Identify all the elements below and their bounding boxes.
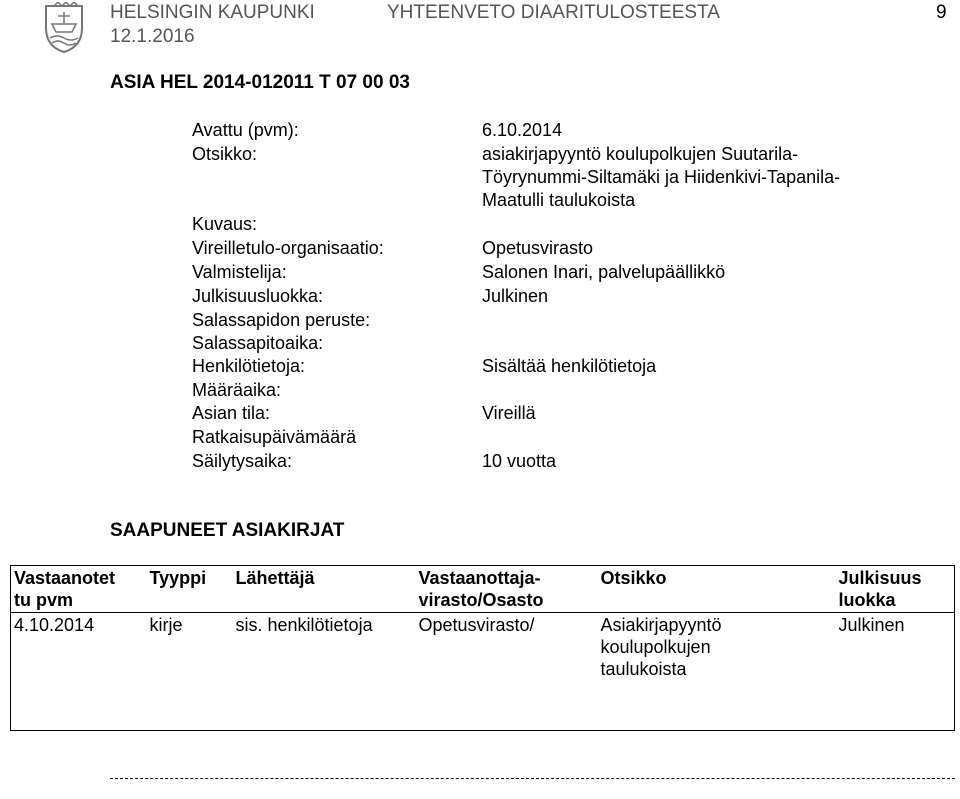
field-label-kuvaus: Kuvaus:	[192, 214, 258, 234]
column-header-subject: Otsikko	[598, 566, 836, 613]
header-text: Vastaanotet	[14, 568, 116, 588]
helsinki-coat-of-arms-icon	[40, 2, 88, 54]
header-text: Julkisuus	[838, 568, 922, 588]
header-text: luokka	[838, 590, 896, 610]
field-label-otsikko: Otsikko:	[192, 144, 258, 164]
otsikko-line-2: Töyrynummi-Siltamäki ja Hiidenkivi-Tapanila-	[482, 167, 841, 187]
field-value-avattu: 6.10.2014	[482, 120, 563, 140]
subject-line: koulupolkujen	[600, 637, 711, 657]
organization-name: HELSINGIN KAUPUNKI	[110, 2, 315, 23]
field-label-julkisuusluokka: Julkisuusluokka:	[192, 286, 324, 306]
column-header-publicity-class	[836, 566, 955, 613]
field-value-valmistelija: Salonen Inari, palvelupäällikkö	[482, 262, 726, 282]
cell-publicity-class: Julkinen	[838, 615, 905, 635]
field-label-salassapitoaika: Salassapitoaika:	[192, 333, 324, 353]
cell-sender: sis. henkilötietoja	[235, 615, 373, 635]
field-label-asian-tila: Asian tila:	[192, 403, 271, 423]
dashed-separator	[110, 778, 955, 779]
column-header-type: Tyyppi	[147, 566, 233, 613]
cell-subject	[598, 613, 836, 731]
header-date: 12.1.2016	[110, 26, 195, 47]
cell-received-date: 4.10.2014	[14, 615, 95, 635]
field-value-henkilotietoja: Sisältää henkilötietoja	[482, 356, 657, 376]
header-text: tu pvm	[14, 590, 74, 610]
field-label-valmistelija: Valmistelija:	[192, 262, 287, 282]
received-documents-table	[10, 565, 955, 731]
otsikko-line-3: Maatulli taulukoista	[482, 190, 636, 210]
field-label-maaraaika: Määräaika:	[192, 380, 282, 400]
field-value-otsikko	[482, 143, 840, 212]
otsikko-line-1: asiakirjapyyntö koulupolkujen Suutarila-	[482, 144, 799, 164]
column-header-received-date	[11, 566, 147, 613]
case-id: ASIA HEL 2014-012011 T 07 00 03	[110, 72, 410, 93]
field-label-ratkaisupaivamaara: Ratkaisupäivämäärä	[192, 427, 357, 447]
header-text: Vastaanottaja-	[418, 568, 541, 588]
subject-line: taulukoista	[600, 659, 687, 679]
field-label-avattu: Avattu (pvm):	[192, 120, 299, 140]
field-value-sailytysaika: 10 vuotta	[482, 451, 557, 471]
subject-line: Asiakirjapyyntö	[600, 615, 722, 635]
document-title: YHTEENVETO DIAARITULOSTEESTA	[387, 2, 720, 23]
page-number: 9	[936, 2, 947, 23]
field-label-salassapidon-peruste: Salassapidon peruste:	[192, 310, 371, 330]
column-header-sender: Lähettäjä	[233, 566, 416, 613]
field-value-julkisuusluokka: Julkinen	[482, 286, 549, 306]
header-text: virasto/Osasto	[418, 590, 544, 610]
section-title-received-documents: SAAPUNEET ASIAKIRJAT	[110, 520, 345, 541]
column-header-recipient	[416, 566, 598, 613]
field-label-henkilotietoja: Henkilötietoja:	[192, 356, 306, 376]
field-value-asian-tila: Vireillä	[482, 403, 536, 423]
cell-recipient: Opetusvirasto/	[418, 615, 535, 635]
table-row	[11, 613, 955, 731]
field-label-vireilletulo: Vireilletulo-organisaatio:	[192, 238, 384, 258]
field-label-sailytysaika: Säilytysaika:	[192, 451, 293, 471]
cell-type: kirje	[149, 615, 183, 635]
field-value-vireilletulo: Opetusvirasto	[482, 238, 594, 258]
table-header-row	[11, 566, 955, 613]
